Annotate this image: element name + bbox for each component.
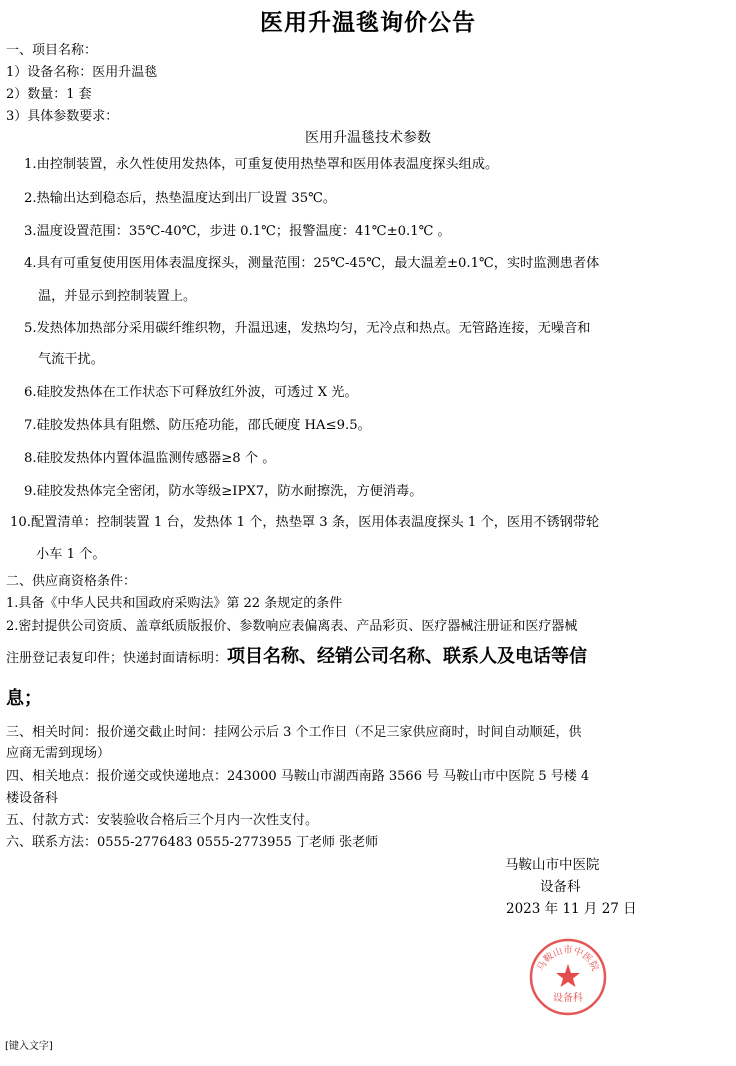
qualification-2-cont: 注册登记表复印件；快递封面请标明：项目名称、经销公司名称、联系人及电话等信: [6, 646, 588, 667]
spec-item: 7.硅胶发热体具有阻燃、防压疮功能，邵氏硬度 HA≤9.5。: [24, 418, 371, 433]
spec-item: 9.硅胶发热体完全密闭，防水等级≥IPX7，防水耐擦洗，方便消毒。: [24, 484, 423, 499]
signature-dept: 设备科: [540, 879, 581, 895]
spec-item: 10.配置清单：控制装置 1 台，发热体 1 个，热垫罩 3 条，医用体表温度探头 1 个，医用不锈钢带轮: [10, 515, 600, 530]
params-heading: 3）具体参数要求：: [6, 109, 119, 124]
spec-item-cont: 温，并显示到控制装置上。: [38, 289, 197, 304]
section-6: 六、联系方法：0555-2776483 0555-2773955 丁老师 张老师: [6, 835, 379, 850]
required-label-info: 项目名称、经销公司名称、联系人及电话等信: [227, 646, 588, 667]
required-label-info-cont: 息；: [6, 688, 42, 709]
svg-text:马鞍山市中医院: 马鞍山市中医院: [535, 945, 601, 973]
spec-item-cont: 气流干扰。: [38, 352, 104, 367]
signature-date: 2023 年 11 月 27 日: [506, 901, 637, 917]
official-seal-icon: [528, 937, 608, 1017]
page-title: 医用升温毯询价公告: [260, 10, 476, 36]
quantity: 2）数量：1 套: [6, 87, 92, 102]
spec-item: 4.具有可重复使用医用体表温度探头，测量范围：25℃-45℃，最大温差±0.1℃，实时监测患者体: [24, 256, 600, 271]
section-5: 五、付款方式：安装验收合格后三个月内一次性支付。: [6, 813, 319, 828]
spec-item: 1.由控制装置，永久性使用发热体，可重复使用热垫罩和医用体表温度探头组成。: [24, 157, 499, 172]
section-4-line-1: 四、相关地点：报价递交或快递地点：243000 马鞍山市湖西南路 3566 号 马鞍山市中医院 5 号楼 4: [6, 769, 590, 784]
qualification-2: 2.密封提供公司资质、盖章纸质版报价、参数响应表偏离表、产品彩页、医疗器械注册证和医疗器械: [6, 619, 578, 634]
spec-title: 医用升温毯技术参数: [305, 130, 431, 146]
section-1-heading: 一、项目名称：: [6, 43, 98, 58]
qualification-1: 1.具备《中华人民共和国政府采购法》第 22 条规定的条件: [6, 596, 343, 611]
spec-item: 2.热输出达到稳态后，热垫温度达到出厂设置 35℃。: [24, 191, 337, 206]
section-4-line-2: 楼设备科: [6, 791, 59, 806]
device-name: 1）设备名称：医用升温毯: [6, 65, 158, 80]
spec-item: 3.温度设置范围：35℃-40℃，步进 0.1℃；报警温度：41℃±0.1℃ 。: [24, 224, 451, 239]
placeholder-text: [键入文字]: [5, 1041, 53, 1052]
spec-item: 8.硅胶发热体内置体温监测传感器≥8 个 。: [24, 451, 276, 466]
section-3-line-1: 三、相关时间：报价递交截止时间：挂网公示后 3 个工作日（不足三家供应商时，时间自动顺延，供: [6, 725, 582, 740]
spec-item: 6.硅胶发热体在工作状态下可释放红外波，可透过 X 光。: [24, 385, 358, 400]
section-2-heading: 二、供应商资格条件：: [6, 574, 137, 589]
spec-item: 5.发热体加热部分采用碳纤维织物，升温迅速，发热均匀，无冷点和热点。无管路连接，无噪音和: [24, 321, 591, 336]
svg-text:设备科: 设备科: [553, 993, 583, 1004]
section-3-line-2: 应商无需到现场）: [6, 746, 111, 761]
signature-org: 马鞍山市中医院: [505, 857, 600, 873]
spec-item-cont: 小车 1 个。: [36, 547, 106, 562]
